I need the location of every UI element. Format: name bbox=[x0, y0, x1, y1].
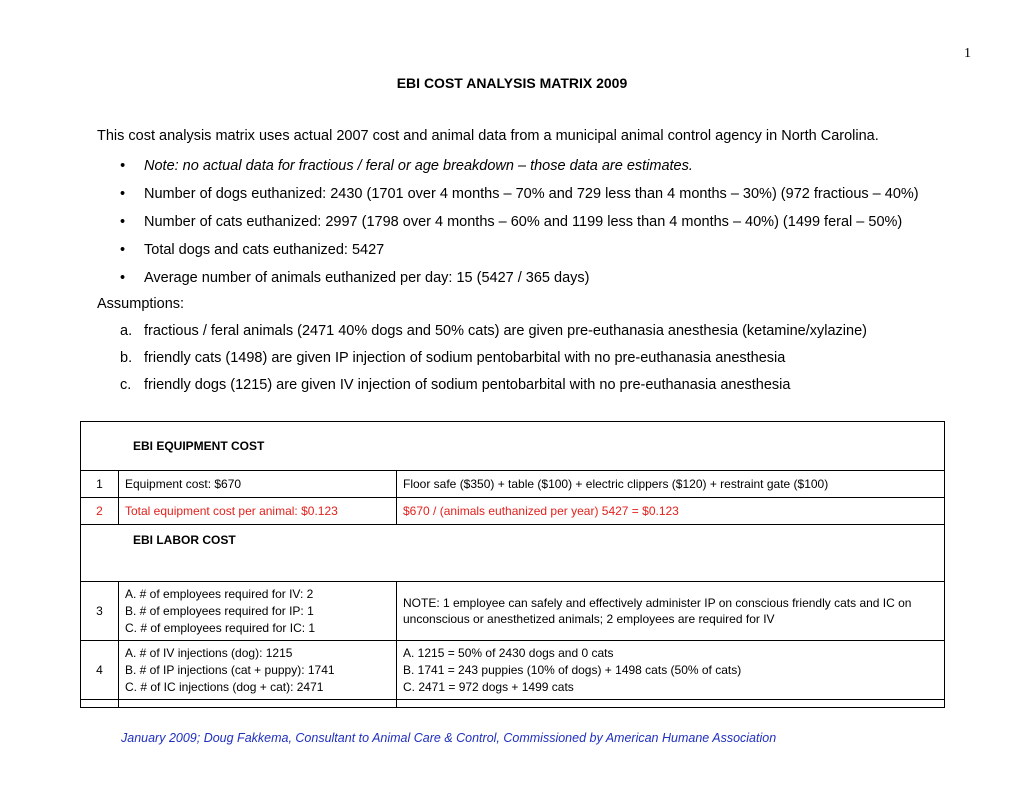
assumption-marker: a. bbox=[120, 323, 133, 339]
row-label-line: C. # of employees required for IC: 1 bbox=[125, 620, 316, 635]
table-row bbox=[81, 582, 945, 641]
assumption-marker: c. bbox=[120, 377, 132, 393]
row-detail: Floor safe ($350) + table ($100) + electric clippers ($120) + restraint gate ($100) bbox=[397, 471, 945, 498]
table-row bbox=[81, 471, 945, 498]
data-bullet-list bbox=[120, 157, 919, 297]
row-label-line: B. # of employees required for IP: 1 bbox=[125, 603, 314, 618]
row-number: 2 bbox=[81, 498, 119, 525]
row-label-list bbox=[119, 582, 397, 641]
table-row bbox=[81, 641, 945, 700]
section-row-equipment bbox=[81, 422, 945, 471]
assumption-text: fractious / feral animals (2471 40% dogs and 50% cats) are given pre-euthanasia anesthesia (ketamine/xylazine) bbox=[144, 323, 867, 339]
empty-cell bbox=[397, 700, 945, 708]
row-label-list bbox=[119, 641, 397, 700]
row-detail-line: C. 2471 = 972 dogs + 1499 cats bbox=[403, 679, 574, 694]
row-number: 4 bbox=[81, 641, 119, 700]
empty-cell bbox=[119, 700, 397, 708]
bullet-average-per-day: • Average number of animals euthanized per day: 15 (5427 / 365 days) bbox=[120, 269, 919, 297]
row-label-line: C. # of IC injections (dog + cat): 2471 bbox=[125, 679, 324, 694]
bullet-note: • Note: no actual data for fractious / feral or age breakdown – those data are estimates. bbox=[120, 157, 919, 185]
document-title: EBI COST ANALYSIS MATRIX 2009 bbox=[396, 75, 628, 91]
section-header-labor: EBI LABOR COST bbox=[81, 525, 945, 582]
bullet-cats-euthanized: • Number of cats euthanized: 2997 (1798 over 4 months – 60% and 1199 less than 4 months – 40%) (1499 feral – 50%) bbox=[120, 213, 919, 241]
bullet-total-euthanized: • Total dogs and cats euthanized: 5427 bbox=[120, 241, 919, 269]
assumptions-list bbox=[120, 322, 867, 403]
assumption-text: friendly dogs (1215) are given IV injection of sodium pentobarbital with no pre-euthanasia anesthesia bbox=[144, 377, 791, 393]
assumption-item bbox=[120, 322, 867, 349]
section-row-labor bbox=[81, 525, 945, 582]
page-number: 1 bbox=[964, 46, 971, 61]
row-detail-line: B. 1741 = 243 puppies (10% of dogs) + 1498 cats (50% of cats) bbox=[403, 662, 742, 677]
empty-cell bbox=[81, 700, 119, 708]
row-label-line: A. # of IV injections (dog): 1215 bbox=[125, 645, 293, 660]
footer-credit: January 2009; Doug Fakkema, Consultant to Animal Care & Control, Commissioned by American Humane Association bbox=[121, 731, 777, 745]
row-number: 1 bbox=[81, 471, 119, 498]
row-label: Total equipment cost per animal: $0.123 bbox=[119, 498, 397, 525]
assumptions-heading: Assumptions: bbox=[97, 296, 185, 312]
row-label-line: A. # of employees required for IV: 2 bbox=[125, 586, 314, 601]
table-row-highlight bbox=[81, 498, 945, 525]
row-detail: $670 / (animals euthanized per year) 5427 = $0.123 bbox=[397, 498, 945, 525]
row-label-line: B. # of IP injections (cat + puppy): 1741 bbox=[125, 662, 335, 677]
table-row-empty bbox=[81, 700, 945, 708]
row-detail-line: A. 1215 = 50% of 2430 dogs and 0 cats bbox=[403, 645, 614, 660]
assumption-item bbox=[120, 376, 867, 403]
row-detail: NOTE: 1 employee can safely and effectively administer IP on conscious friendly cats and IC on unconscious or anesthetized animals; 2 employees are required for IV bbox=[397, 582, 945, 641]
assumption-item bbox=[120, 349, 867, 376]
bullet-dogs-euthanized: • Number of dogs euthanized: 2430 (1701 over 4 months – 70% and 729 less than 4 months – 30%) (972 fractious – 40%) bbox=[120, 185, 919, 213]
assumption-text: friendly cats (1498) are given IP injection of sodium pentobarbital with no pre-euthanasia anesthesia bbox=[144, 350, 786, 366]
cost-matrix-table bbox=[80, 421, 945, 708]
row-label: Equipment cost: $670 bbox=[119, 471, 397, 498]
assumption-marker: b. bbox=[120, 350, 133, 366]
row-detail-list bbox=[397, 641, 945, 700]
row-number: 3 bbox=[81, 582, 119, 641]
intro-paragraph: This cost analysis matrix uses actual 2007 cost and animal data from a municipal animal control agency in North Carolina. bbox=[97, 128, 879, 144]
section-header-equipment: EBI EQUIPMENT COST bbox=[81, 422, 945, 471]
